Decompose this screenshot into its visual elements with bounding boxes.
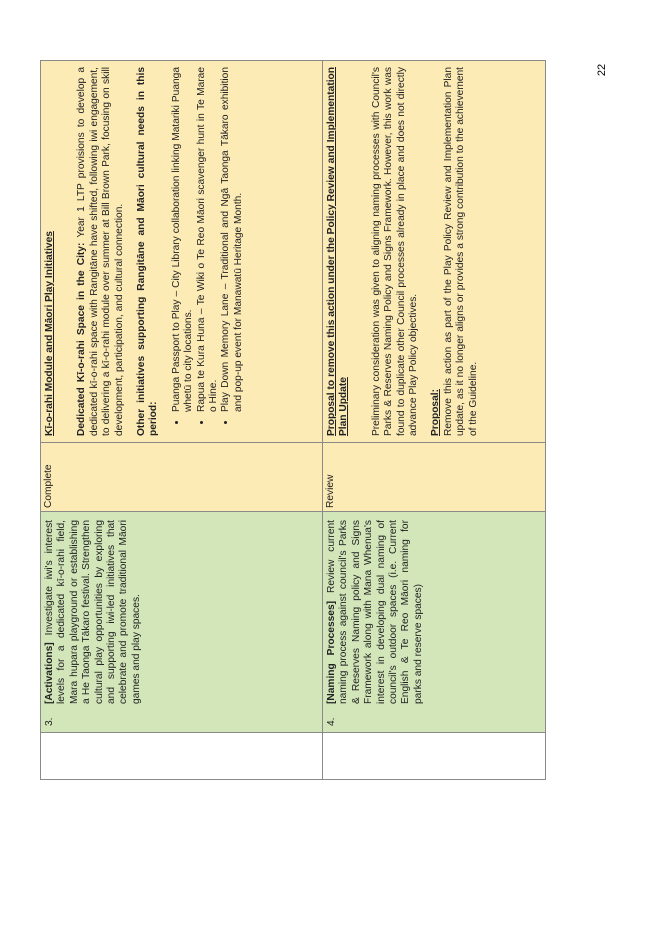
status-cell: [323, 443, 546, 512]
action-cell: [323, 512, 546, 733]
action-cell: [41, 512, 323, 733]
comment-paragraph-lead: Dedicated Kī-o-rahi Space in the City:: [76, 242, 88, 436]
action-description: [44, 512, 143, 704]
page-number: 22: [596, 63, 608, 77]
action-description: [326, 512, 425, 704]
table-row: [323, 61, 546, 780]
action-number: 3.: [44, 717, 55, 726]
comment-heading: Proposal to remove this action under the Policy Review and Implementation Plan Update: [326, 67, 350, 436]
comment-heading: Kī-o-rahi Module and Māori Play Initiatives: [44, 231, 55, 436]
comment-paragraph: Preliminary consideration was given to aligning naming processes with Council's Parks & Reserves Naming Policy and Signs Framework. However, this work was found to duplicate other Council processes already in place and does not directly advance Play Policy objectives.: [370, 67, 420, 436]
list-item: • Rapua te Kura Huna – Te Wiki o Te Reo Māori scavenger hunt in Te Marae o Hine.: [196, 67, 221, 412]
status-text: Complete: [43, 464, 54, 508]
play-policy-action-table: [40, 60, 546, 780]
proposal-label: Proposal:: [430, 389, 442, 436]
action-text: Review current naming process against council's Parks & Reserves Naming policy and Signs Framework along with Mana Whenua's interest in developing dual naming of council's outdoor spaces (i.e. Current English & Te Reo Māori naming for parks and reserve spaces): [326, 520, 424, 704]
list-item: • Puanga Passport to Play – City Library collaboration linking Matariki Puanga whetū to city locations.: [171, 67, 196, 412]
action-text: Investigate iwi's interest levels for a dedicated kī-o-rahi field, Mara hupara playground or establishing a He Taonga Tākaro festival. Strengthen cultural play opportunities by exploring and supporting iwi-led initiatives that celebrate and promote traditional Māori games and play spaces.: [44, 520, 142, 704]
status-text: Review: [325, 474, 336, 508]
blank-cell: [323, 733, 546, 780]
table-row: [41, 61, 323, 780]
comment-cell: [41, 61, 323, 443]
rotated-table-container: [40, 60, 545, 780]
blank-cell: [41, 733, 323, 780]
comment-subheading: Other initiatives supporting Rangitāne and Māori cultural needs in this period:: [136, 67, 160, 436]
list-item: • Play Down Memory Lane – Traditional and Ngā Taonga Tākaro exhibition and pop-up event for Manawatū Heritage Month.: [220, 67, 245, 412]
comment-paragraph-text: Year 1 LTP provisions to develop a dedicated kī-o-rahi space with Rangitāne have shifted, following iwi engagement, to delivering a kī-o-rahi module over summer at Bill Brown Park, focusing on skill development, participation, and cultural connection.: [76, 67, 125, 436]
action-heading: [Naming Processes]: [326, 600, 337, 704]
status-cell: [41, 443, 323, 512]
proposal-text: Remove this action as part of the Play Policy Review and Implementation Plan update, as it no longer aligns or provides a strong contribution to the achievement of the Guideline.: [442, 67, 479, 436]
comment-paragraph: [76, 67, 126, 436]
initiatives-list: [171, 67, 245, 436]
action-heading: [Activations]: [44, 642, 55, 704]
comment-cell: [323, 61, 546, 443]
action-number: 4.: [326, 717, 337, 726]
